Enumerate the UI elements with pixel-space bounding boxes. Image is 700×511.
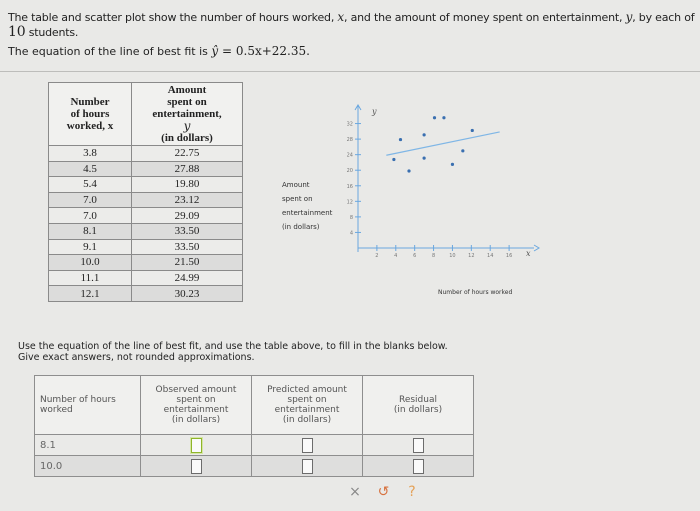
- undo-button[interactable]: ↺: [377, 484, 390, 500]
- data-point: [442, 116, 445, 119]
- predicted-input-2[interactable]: [302, 459, 313, 474]
- header-amount: Amount spent on entertainment, y (in dollars): [132, 83, 243, 146]
- observed-input-1[interactable]: [191, 438, 202, 453]
- table-row: 11.1 24.99: [49, 270, 243, 286]
- data-point: [407, 169, 410, 172]
- data-point: [423, 133, 426, 136]
- answer-table: [34, 375, 474, 477]
- x-axis-var-label: x: [526, 249, 531, 258]
- answer-header-hours: Number of hours worked: [35, 376, 141, 435]
- answer-header-residual: Residual (in dollars): [363, 376, 474, 435]
- y-tick-label: 8: [349, 214, 353, 221]
- x-tick-label: 10: [449, 253, 456, 259]
- help-button[interactable]: ?: [408, 484, 416, 500]
- header-hours: Number of hours worked, x: [49, 83, 132, 146]
- data-point: [433, 116, 436, 119]
- predicted-input-1[interactable]: [302, 438, 313, 453]
- x-tick-label: 2: [375, 253, 379, 259]
- x-axis-arrow: [534, 245, 539, 251]
- y-axis-var-label: y: [372, 107, 377, 116]
- table-row: 9.1 33.50: [49, 239, 243, 255]
- table-row: 10.0 21.50: [49, 255, 243, 271]
- equation-rhs: = 0.5x+22.35.: [218, 44, 310, 58]
- y-tick-label: 16: [346, 183, 353, 190]
- observed-input-2[interactable]: [191, 459, 202, 474]
- action-bar: [343, 484, 424, 500]
- problem-statement: The table and scatter plot show the number of hours worked, x, and the amount of money spent on entertainment, y, by each of 10 students.: [8, 10, 695, 40]
- y-tick-label: 12: [346, 199, 353, 206]
- residual-input-2[interactable]: [413, 459, 424, 474]
- data-point: [471, 129, 474, 132]
- answer-row: 8.1: [35, 435, 474, 456]
- y-tick-label: 20: [346, 168, 353, 175]
- table-row: 12.1 30.23: [49, 286, 243, 302]
- x-tick-label: 14: [487, 253, 494, 259]
- table-row: 4.5 27.88: [49, 161, 243, 177]
- clear-button[interactable]: ×: [349, 484, 361, 500]
- x-tick-label: 6: [413, 253, 417, 259]
- table-row: 7.0 29.09: [49, 208, 243, 224]
- answer-header-predicted: Predicted amount spent on entertainment (in dollars): [252, 376, 363, 435]
- y-tick-label: 32: [346, 121, 353, 128]
- y-hat: ŷ: [211, 44, 219, 58]
- answer-row: 10.0: [35, 456, 474, 477]
- divider: [0, 71, 700, 72]
- data-table: [48, 82, 243, 302]
- data-point: [399, 138, 402, 141]
- x-tick-label: 16: [505, 253, 513, 259]
- x-tick-label: 8: [431, 253, 436, 259]
- y-tick-label: 24: [346, 152, 353, 159]
- best-fit-line: [386, 132, 499, 155]
- table-row: 8.1 33.50: [49, 223, 243, 239]
- chart-x-label: Number of hours worked: [438, 289, 513, 296]
- student-count: 10: [8, 24, 26, 40]
- scatter-plot: [340, 100, 540, 280]
- y-tick-label: 4: [349, 230, 353, 237]
- instructions: Use the equation of the line of best fit, and use the table above, to fill in the blanks below. Give exact answers, not rounded approximations.: [18, 341, 448, 363]
- chart-y-label: Amount spent on entertainment (in dollars): [282, 181, 333, 231]
- data-point: [423, 156, 426, 159]
- var-y: y: [625, 10, 633, 24]
- data-point: [451, 163, 454, 166]
- data-point: [461, 149, 464, 152]
- table-row: 5.4 19.80: [49, 177, 243, 193]
- equation-statement: The equation of the line of best fit is ŷ = 0.5x+22.35.: [8, 44, 310, 58]
- x-tick-label: 12: [468, 253, 475, 259]
- var-x: x: [337, 10, 344, 24]
- answer-header-observed: Observed amount spent on entertainment (in dollars): [141, 376, 252, 435]
- data-point: [392, 158, 395, 161]
- table-row: 3.8 22.75: [49, 146, 243, 162]
- x-tick-label: 4: [394, 253, 398, 259]
- table-row: 7.0 23.12: [49, 192, 243, 208]
- residual-input-1[interactable]: [413, 438, 424, 453]
- y-tick-label: 28: [346, 137, 353, 144]
